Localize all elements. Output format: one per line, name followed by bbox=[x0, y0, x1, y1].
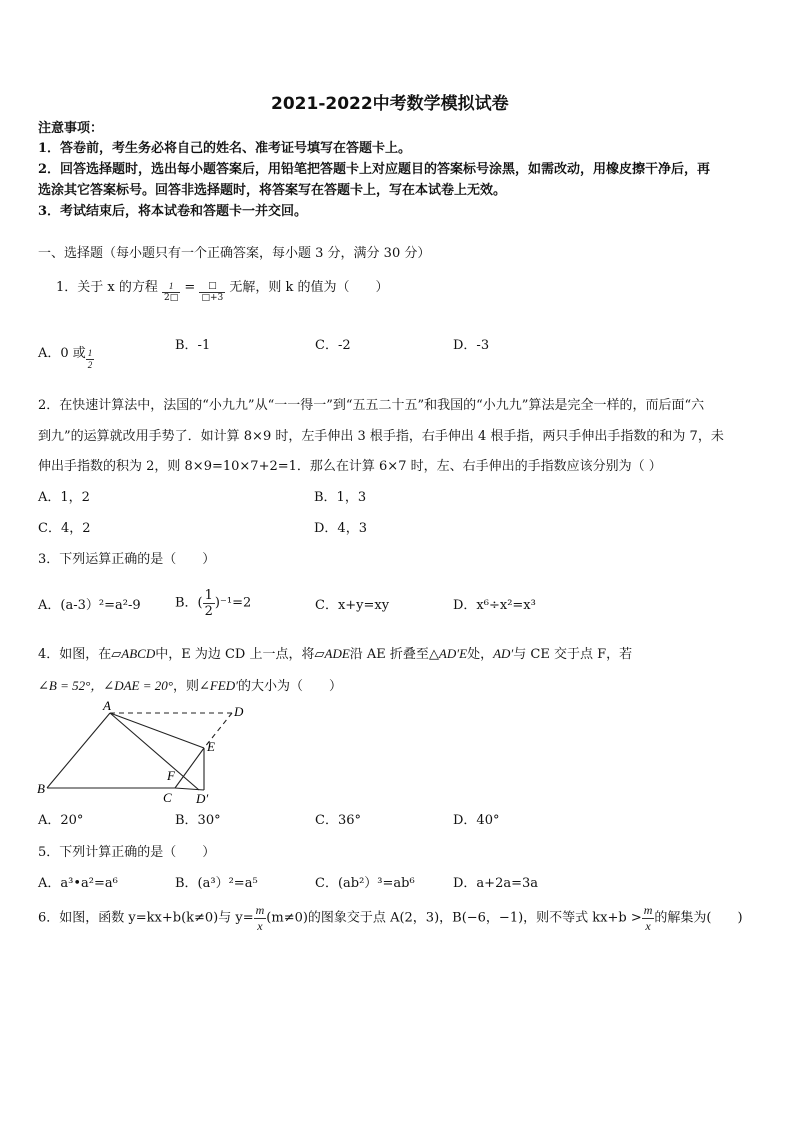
notice-item-3: 3．考试结束后，将本试卷和答题卡一并交回。 bbox=[38, 204, 308, 219]
q3-option-d: D．x⁶÷x²=x³ bbox=[453, 598, 536, 613]
q3-option-b-pre: B．( bbox=[175, 595, 203, 611]
q1-stem bbox=[56, 271, 389, 304]
q6-mid: (m≠0)的图象交于点 A(2，3)，B(−6，−1)，则不等式 kx+b > bbox=[266, 910, 642, 926]
q2-option-a: A．1，2 bbox=[38, 490, 90, 505]
q3-option-b bbox=[175, 588, 251, 619]
q6-frac-2-den: x bbox=[645, 919, 651, 933]
q4-line-1-g: 处， bbox=[467, 647, 494, 662]
q2-option-b: B．1，3 bbox=[314, 490, 367, 505]
q4-line-2 bbox=[38, 676, 342, 697]
q6-stem bbox=[38, 903, 743, 934]
q4-line-1-c: 中，E 为边 CD 上一点，将 bbox=[155, 647, 315, 662]
q4-figure bbox=[30, 698, 270, 810]
q1-option-d: D．-3 bbox=[453, 338, 490, 353]
q4-angles: ∠B = 52°，∠DAE = 20° bbox=[38, 678, 173, 693]
q5-option-a: A．a³•a²=a⁶ bbox=[38, 876, 118, 891]
segment-ae bbox=[110, 713, 204, 748]
q2-line-3: 伸出手指数的积为 2，则 8×9=10×7+2=1．那么在计算 6×7 时，左、右手伸出的手指数应该分别为（ ） bbox=[38, 459, 662, 474]
q6-frac-1 bbox=[254, 903, 267, 934]
q1-frac-1-den: 2□ bbox=[164, 293, 179, 303]
label-a: A bbox=[103, 698, 111, 713]
q4-line-2-b: ，则 bbox=[172, 679, 199, 694]
q3-option-c: C．x+y=xy bbox=[315, 598, 390, 613]
label-d-prime: D′ bbox=[196, 791, 209, 806]
q2-option-d: D．4，3 bbox=[314, 521, 367, 536]
label-e: E bbox=[207, 739, 215, 754]
segment-ab bbox=[47, 713, 110, 788]
q1-frac-1 bbox=[162, 281, 180, 304]
q1-option-a-frac bbox=[86, 348, 95, 371]
notice-item-1: 1．答卷前，考生务必将自己的姓名、准考证号填写在答题卡上。 bbox=[38, 141, 412, 156]
q3-option-b-num: 1 bbox=[204, 588, 213, 603]
page-title: 2021-2022中考数学模拟试卷 bbox=[271, 94, 509, 114]
q5-option-d: D．a+2a=3a bbox=[453, 876, 539, 891]
q5-option-b: B．(a³）²=a⁵ bbox=[175, 876, 258, 891]
q1-option-b: B．-1 bbox=[175, 338, 211, 353]
notice-item-2a: 2．回答选择题时，选出每小题答案后，用铅笔把答题卡上对应题目的答案标号涂黑，如需改动，用橡皮擦干净后，再 bbox=[38, 162, 711, 177]
notice-item-2b: 选涂其它答案标号。回答非选择题时，将答案写在答题卡上，写在本试卷上无效。 bbox=[38, 183, 507, 198]
q1-frac-2-den: □+3 bbox=[201, 293, 224, 303]
q1-option-a-frac-den: 2 bbox=[87, 360, 93, 370]
q6-frac-2 bbox=[642, 903, 655, 934]
q3-option-b-post: )⁻¹=2 bbox=[214, 595, 252, 611]
q6-pre: 6．如图，函数 y=kx+b(k≠0)与 y= bbox=[38, 910, 254, 926]
q4-line-1 bbox=[38, 644, 632, 665]
q1-eq: = bbox=[184, 280, 196, 295]
q4-line-2-d: 的大小为（ ） bbox=[237, 679, 342, 694]
q4-line-1-a: 4．如图，在 bbox=[38, 647, 112, 662]
q1-frac-2-num: □ bbox=[199, 281, 225, 293]
q3-stem: 3．下列运算正确的是（ ） bbox=[38, 552, 216, 567]
q3-option-a: A．(a-3）²=a²-9 bbox=[38, 598, 141, 613]
q1-option-c: C．-2 bbox=[315, 338, 351, 353]
q6-frac-2-num: m bbox=[643, 903, 653, 917]
q2-line-1: 2．在快速计算法中，法国的“小九九”从“一一得一”到“五五二十五”和我国的“小九九”算法是完全一样的，而后面“六 bbox=[38, 398, 705, 413]
q4-triangle: △AD′E bbox=[428, 646, 468, 661]
q1-post: 无解，则 k 的值为（ ） bbox=[229, 280, 389, 295]
q3-option-b-frac bbox=[203, 588, 215, 619]
q4-option-d: D．40° bbox=[453, 813, 500, 828]
q4-line-1-e: 沿 AE 折叠至 bbox=[349, 647, 429, 662]
label-b: B bbox=[37, 781, 45, 796]
section-heading: 一、选择题（每小题只有一个正确答案，每小题 3 分，满分 30 分） bbox=[38, 246, 431, 261]
label-f: F bbox=[167, 768, 175, 783]
q1-option-a bbox=[38, 336, 94, 371]
q4-ad-prime: AD′ bbox=[493, 646, 514, 661]
label-c: C bbox=[163, 790, 172, 805]
segment-ad-prime bbox=[110, 713, 199, 790]
q5-stem: 5．下列计算正确的是（ ） bbox=[38, 845, 216, 860]
q4-option-b: B．30° bbox=[175, 813, 221, 828]
segment-cd-prime bbox=[175, 788, 204, 790]
label-d: D bbox=[234, 704, 244, 719]
q6-post: 的解集为( ) bbox=[654, 910, 743, 926]
notice-heading: 注意事项： bbox=[38, 121, 104, 136]
q4-ade: ▱ADE bbox=[314, 646, 350, 661]
q4-option-a: A．20° bbox=[38, 813, 84, 828]
q1-option-a-frac-num: 1 bbox=[87, 348, 93, 358]
q2-line-2: 到九”的运算就改用手势了．如计算 8×9 时，左手伸出 3 根手指，右手伸出 4 根手指，两只手伸出手指数的和为 7，未 bbox=[38, 429, 724, 444]
q3-option-b-den: 2 bbox=[204, 604, 213, 619]
q1-pre: 1．关于 x 的方程 bbox=[56, 280, 158, 295]
q1-frac-1-num: 1 bbox=[162, 281, 180, 293]
q4-line-1-i: 与 CE 交于点 F，若 bbox=[513, 647, 633, 662]
q4-parallelogram: ▱ABCD bbox=[111, 646, 156, 661]
q1-frac-2 bbox=[199, 281, 225, 304]
q4-option-c: C．36° bbox=[315, 813, 361, 828]
q6-frac-1-num: m bbox=[255, 903, 265, 917]
q4-angle-fed: ∠FED′ bbox=[198, 678, 238, 693]
q1-option-a-text: A．0 或 bbox=[38, 346, 86, 361]
q2-option-c: C．4，2 bbox=[38, 521, 91, 536]
q5-option-c: C．(ab²）³=ab⁶ bbox=[315, 876, 415, 891]
q6-frac-1-den: x bbox=[257, 919, 263, 933]
